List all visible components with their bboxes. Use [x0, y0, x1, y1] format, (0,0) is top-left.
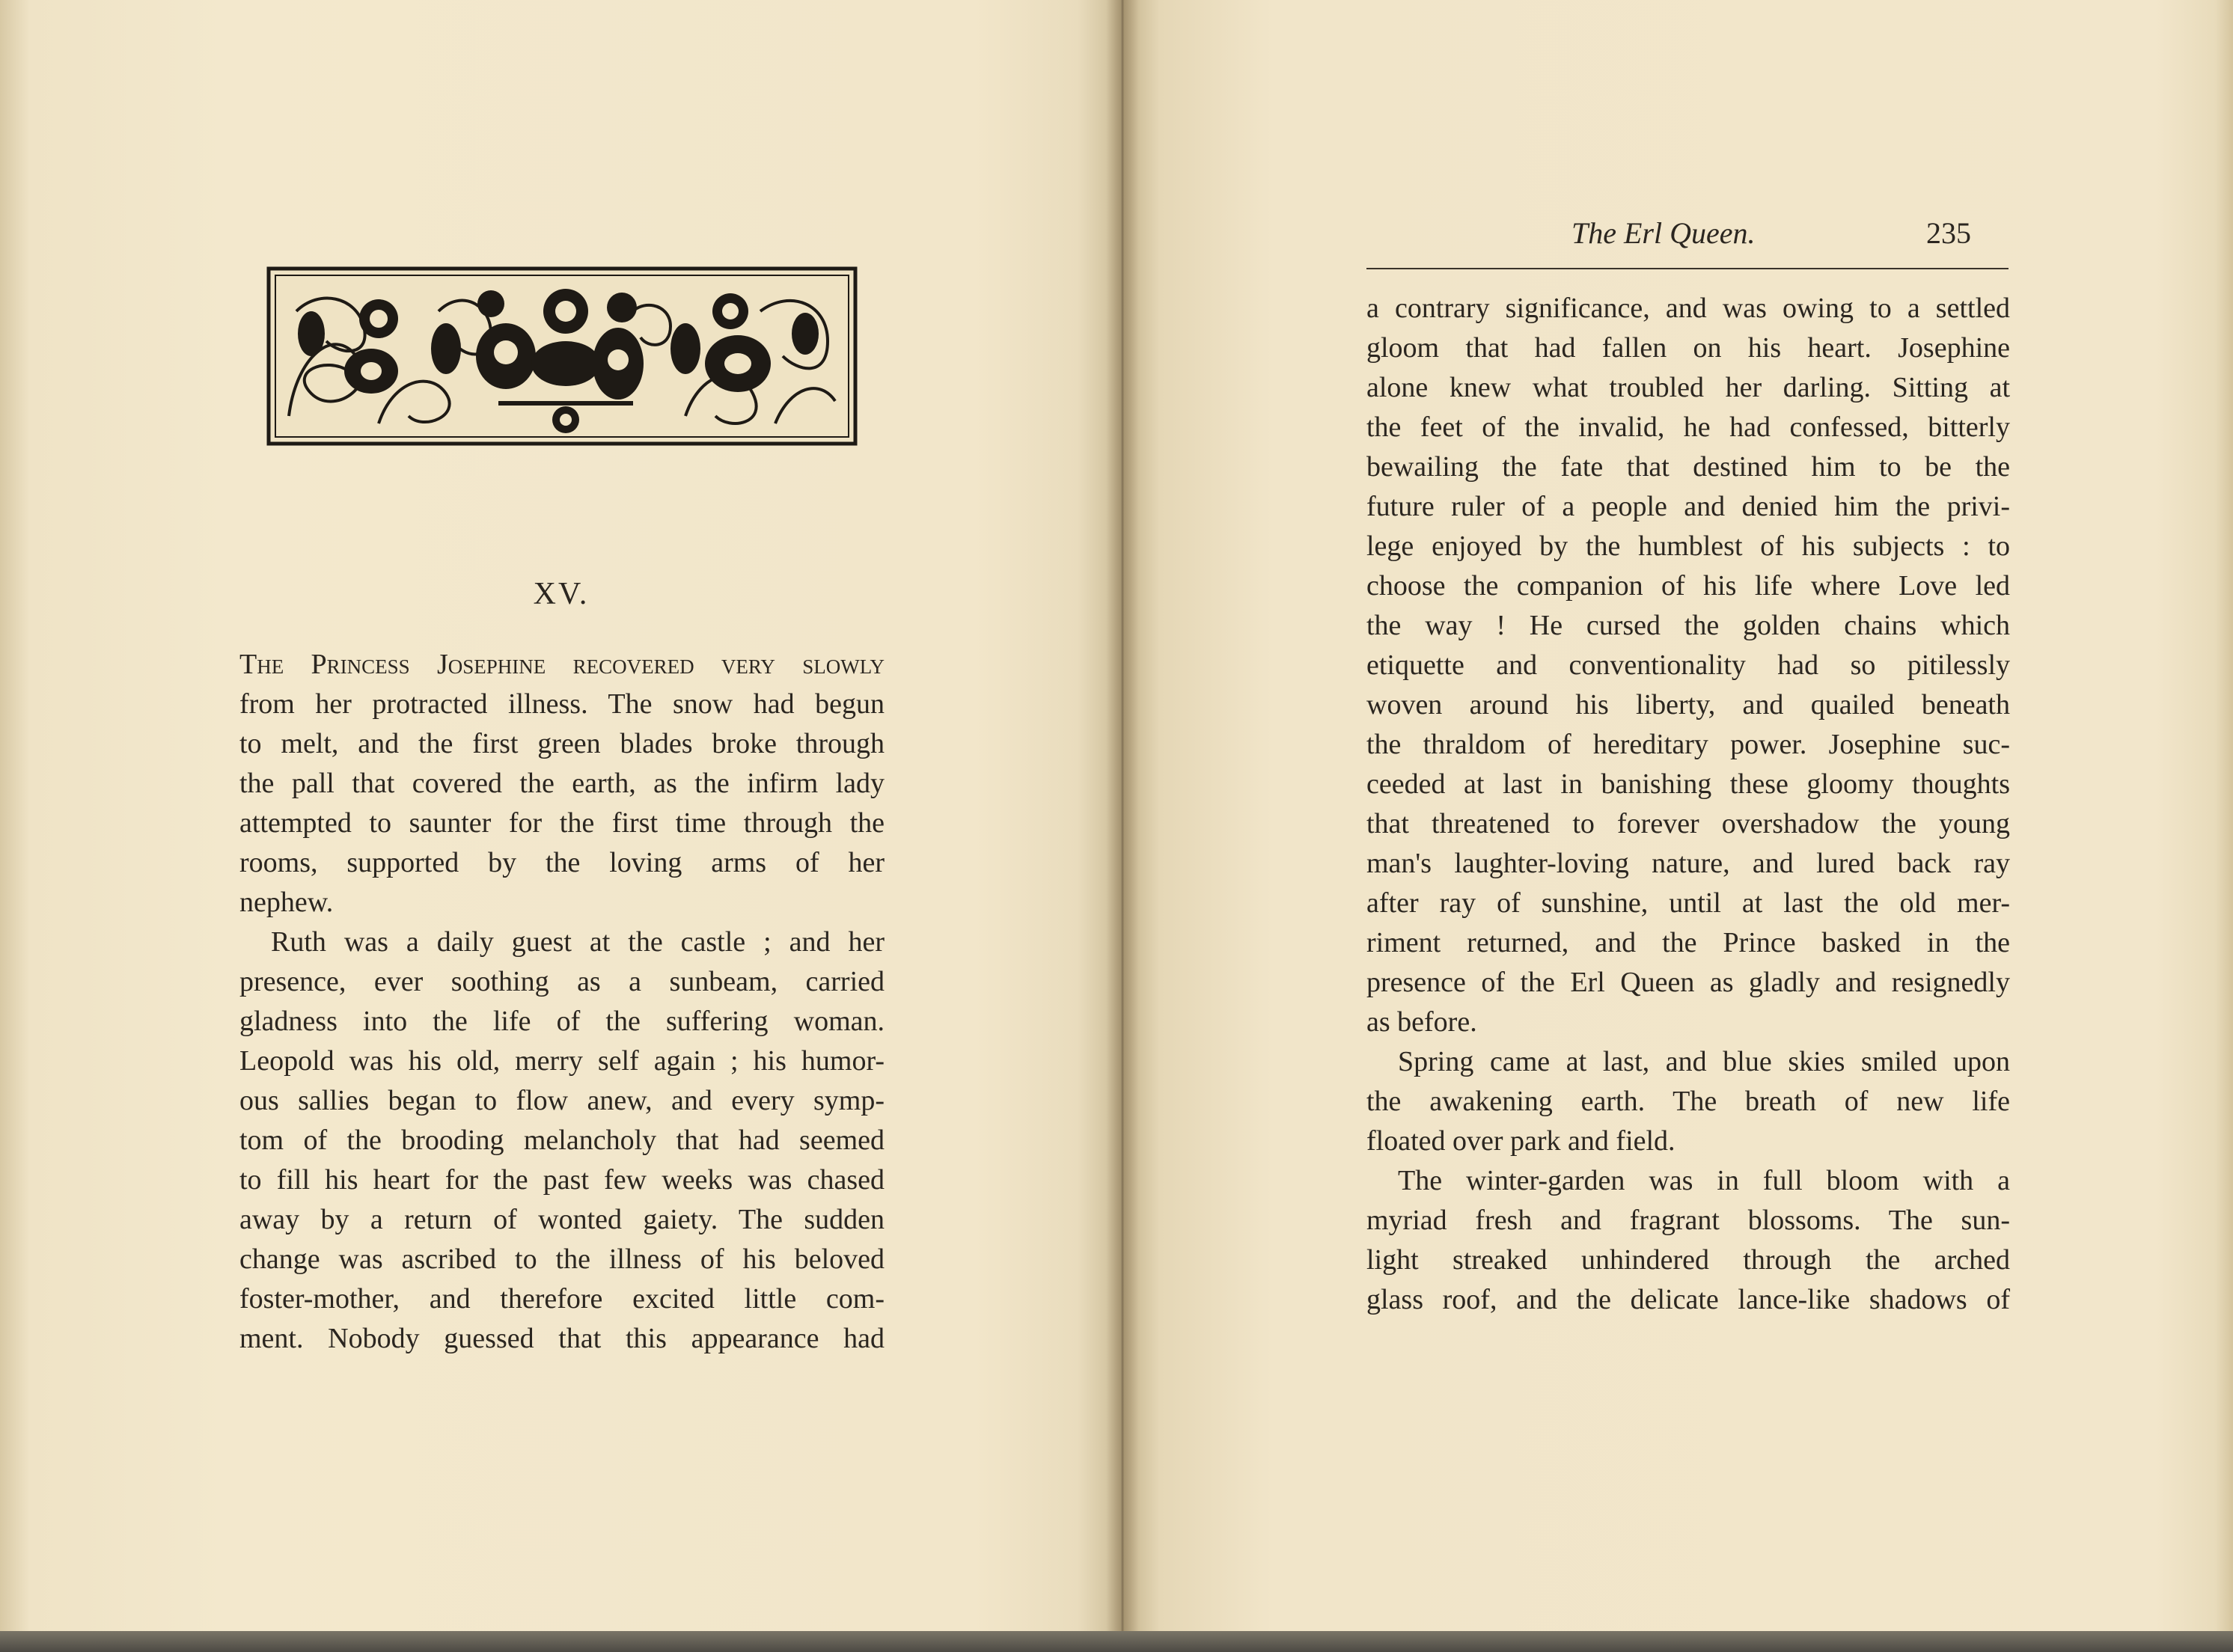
body-line: to melt, and the first green blades broke through	[239, 728, 885, 759]
body-line: after ray of sunshine, until at last the old mer-	[1366, 887, 2010, 919]
body-line: Spring came at last, and blue skies smiled upon	[1398, 1046, 2010, 1077]
body-line: floated over park and field.	[1366, 1125, 1675, 1157]
body-line: that threatened to forever overshadow the young	[1366, 808, 2010, 839]
body-line: presence, ever soothing as a sunbeam, carried	[239, 966, 885, 997]
body-line: choose the companion of his life where Love led	[1366, 570, 2010, 602]
body-line: change was ascribed to the illness of his beloved	[239, 1243, 885, 1275]
header-rule	[1366, 268, 2009, 269]
body-line: the way ! He cursed the golden chains which	[1366, 610, 2010, 641]
body-line: the feet of the invalid, he had confessed, bitterly	[1366, 412, 2010, 443]
decorative-headpiece	[266, 266, 858, 446]
body-line: nephew.	[239, 887, 334, 918]
body-line: light streaked unhindered through the arched	[1366, 1244, 2010, 1276]
body-line: foster-mother, and therefore excited little com-	[239, 1283, 885, 1315]
body-line: riment returned, and the Prince basked in the	[1366, 927, 2010, 958]
body-line: attempted to saunter for the first time through the	[239, 807, 885, 839]
left-page	[0, 0, 1122, 1631]
body-line: ment. Nobody guessed that this appearance had	[239, 1323, 885, 1354]
body-line: from her protracted illness. The snow had begun	[239, 688, 885, 720]
body-line: future ruler of a people and denied him the privi-	[1366, 491, 2010, 522]
body-line: Ruth was a daily guest at the castle ; and her	[271, 926, 885, 958]
chapter-number: XV.	[533, 577, 590, 611]
body-line: away by a return of wonted gaiety. The sudden	[239, 1204, 885, 1235]
body-line: woven around his liberty, and quailed beneath	[1366, 689, 2010, 721]
body-line: The winter-garden was in full bloom with a	[1398, 1165, 2010, 1196]
body-line: presence of the Erl Queen as gladly and resignedly	[1366, 967, 2010, 998]
book-bottom-edge	[0, 1631, 2233, 1652]
body-line: myriad fresh and fragrant blossoms. The sun-	[1366, 1205, 2010, 1236]
body-line: rooms, supported by the loving arms of her	[239, 847, 885, 878]
body-line: lege enjoyed by the humblest of his subjects : to	[1366, 530, 2010, 562]
body-line: tom of the brooding melancholy that had seemed	[239, 1125, 885, 1156]
body-line: gladness into the life of the suffering woman.	[239, 1006, 885, 1037]
body-line: bewailing the fate that destined him to be the	[1366, 451, 2010, 483]
body-line: The Princess Josephine recovered very slowly	[239, 649, 885, 680]
body-line: gloom that had fallen on his heart. Josephine	[1366, 332, 2010, 364]
body-line: etiquette and conventionality had so pitilessly	[1366, 649, 2010, 681]
body-line: ous sallies began to flow anew, and every symp-	[239, 1085, 885, 1116]
body-line: the pall that covered the earth, as the infirm lady	[239, 768, 885, 799]
body-line: as before.	[1366, 1006, 1477, 1038]
page-number: 235	[1926, 216, 1971, 250]
body-line: a contrary significance, and was owing to a settled	[1366, 293, 2010, 324]
body-line: man's laughter-loving nature, and lured back ray	[1366, 848, 2010, 879]
body-line: glass roof, and the delicate lance-like shadows of	[1366, 1284, 2010, 1315]
running-title: The Erl Queen.	[1571, 216, 1756, 250]
body-line: the thraldom of hereditary power. Josephine suc-	[1366, 729, 2010, 760]
body-line: alone knew what troubled her darling. Sitting at	[1366, 372, 2010, 403]
body-line: ceeded at last in banishing these gloomy thoughts	[1366, 768, 2010, 800]
book-gutter	[1106, 0, 1139, 1631]
body-line: to fill his heart for the past few weeks was chased	[239, 1164, 885, 1196]
body-line: Leopold was his old, merry self again ; his humor-	[239, 1045, 885, 1077]
body-line: the awakening earth. The breath of new life	[1366, 1086, 2010, 1117]
